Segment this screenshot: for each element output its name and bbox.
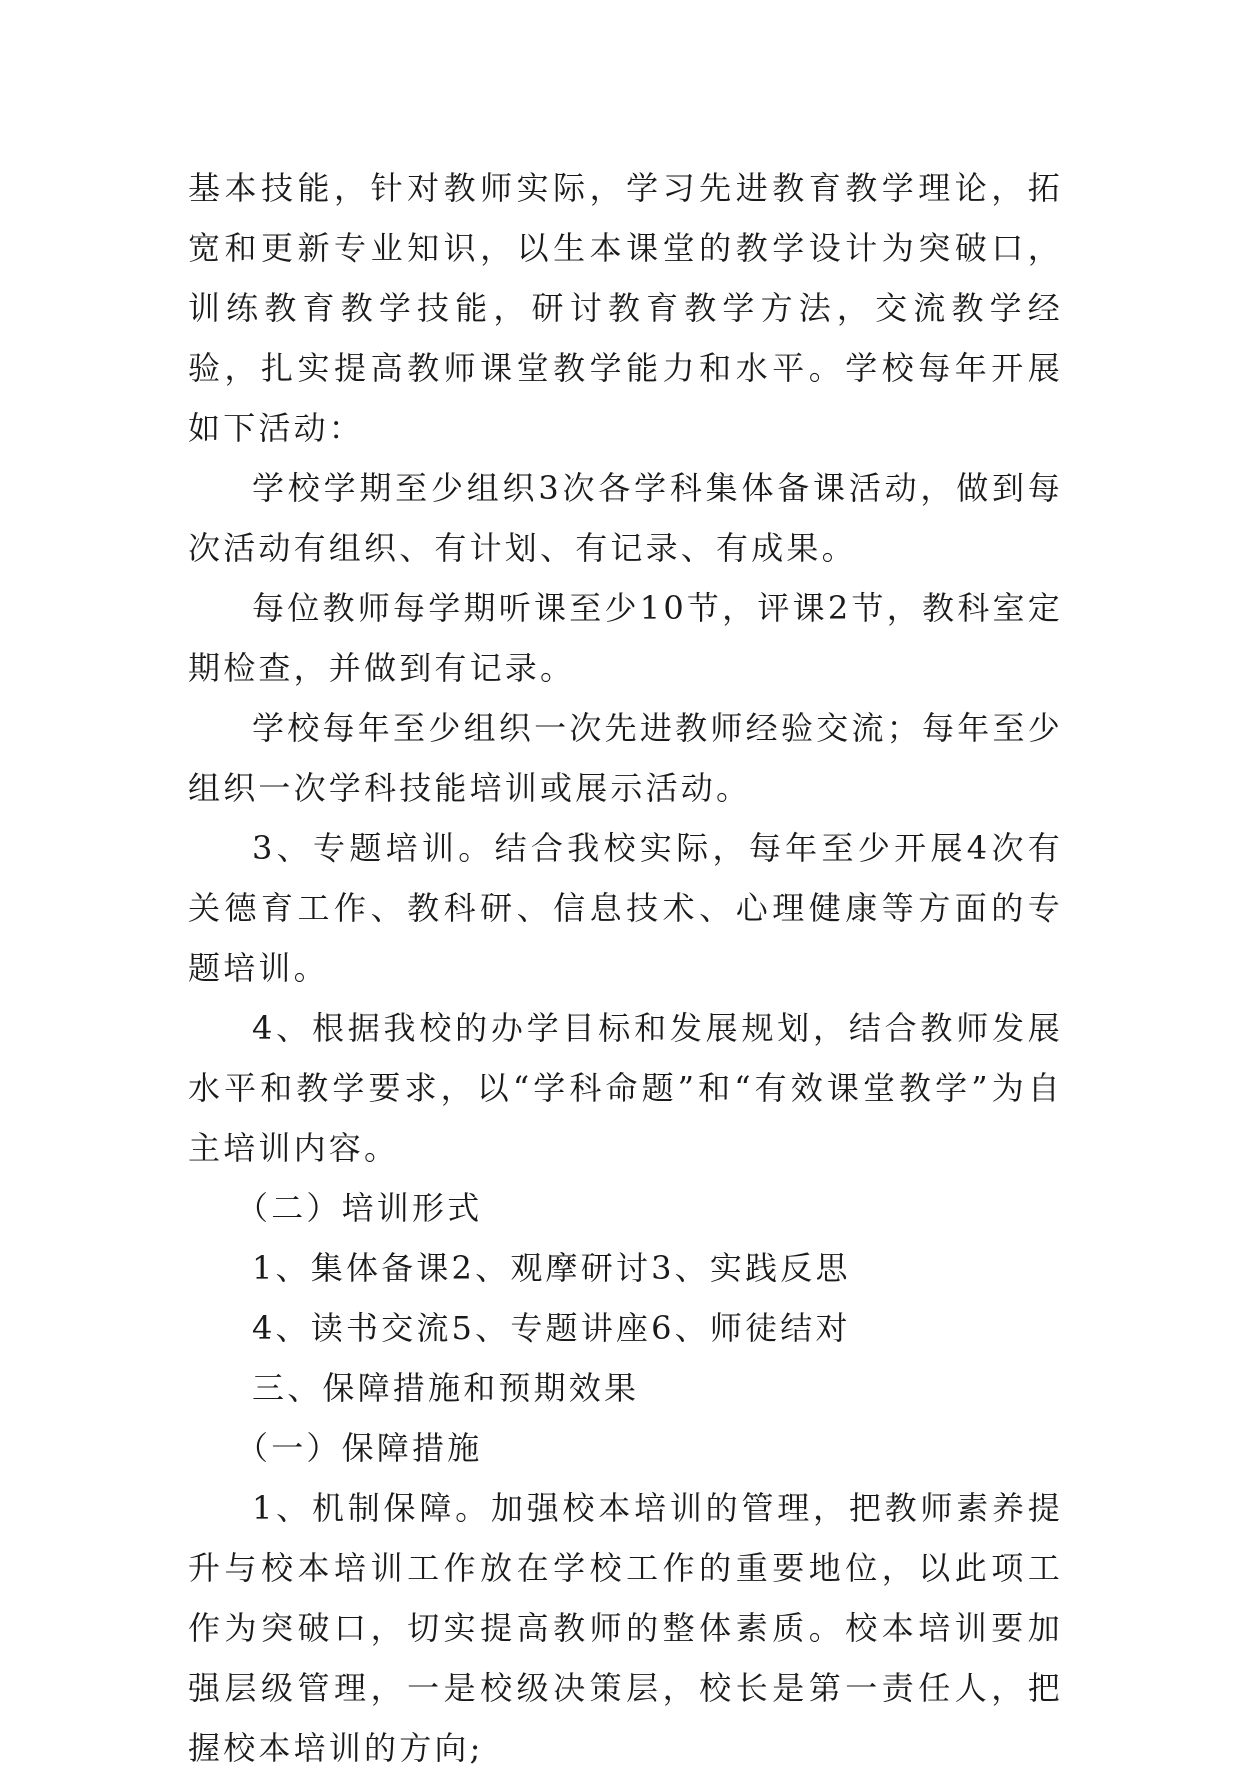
document-body bbox=[188, 158, 1063, 1778]
paragraph-basic-skills: 基本技能，针对教师实际，学习先进教育教学理论，拓宽和更新专业知识，以生本课堂的教学设计为突破口，训练教育教学技能，研讨教育教学方法，交流教学经验，扎实提高教师课堂教学能力和水平。学校每年开展如下活动： bbox=[188, 169, 1063, 447]
heading-guarantee-measures: 三、保障措施和预期效果 bbox=[252, 1369, 640, 1407]
heading-guarantee-sub: （一）保障措施 bbox=[236, 1429, 483, 1467]
paragraph-experience-exchange: 学校每年至少组织一次先进教师经验交流；每年至少组织一次学科技能培训或展示活动。 bbox=[188, 709, 1063, 807]
paragraph-mechanism-guarantee: 1、机制保障。加强校本培训的管理，把教师素养提升与校本培训工作放在学校工作的重要地位，以此项工作为突破口，切实提高教师的整体素质。校本培训要加强层级管理，一是校级决策层，校长是第一责任人，把握校本培训的方向; bbox=[188, 1489, 1063, 1767]
paragraph-collective-lesson-prep: 学校学期至少组织3次各学科集体备课活动，做到每次活动有组织、有计划、有记录、有成果。 bbox=[188, 469, 1063, 567]
paragraph-special-training: 3、专题培训。结合我校实际，每年至少开展4次有关德育工作、教科研、信息技术、心理健康等方面的专题培训。 bbox=[188, 829, 1063, 987]
paragraph-training-content: 4、根据我校的办学目标和发展规划，结合教师发展水平和教学要求，以“学科命题”和“有效课堂教学”为自主培训内容。 bbox=[188, 1009, 1063, 1167]
heading-training-forms: （二）培训形式 bbox=[236, 1189, 483, 1227]
list-training-forms-2: 4、读书交流5、专题讲座6、师徒结对 bbox=[252, 1309, 851, 1347]
list-training-forms-1: 1、集体备课2、观摩研讨3、实践反思 bbox=[252, 1249, 851, 1287]
paragraph-lesson-observation: 每位教师每学期听课至少10节，评课2节，教科室定期检查，并做到有记录。 bbox=[188, 589, 1063, 687]
